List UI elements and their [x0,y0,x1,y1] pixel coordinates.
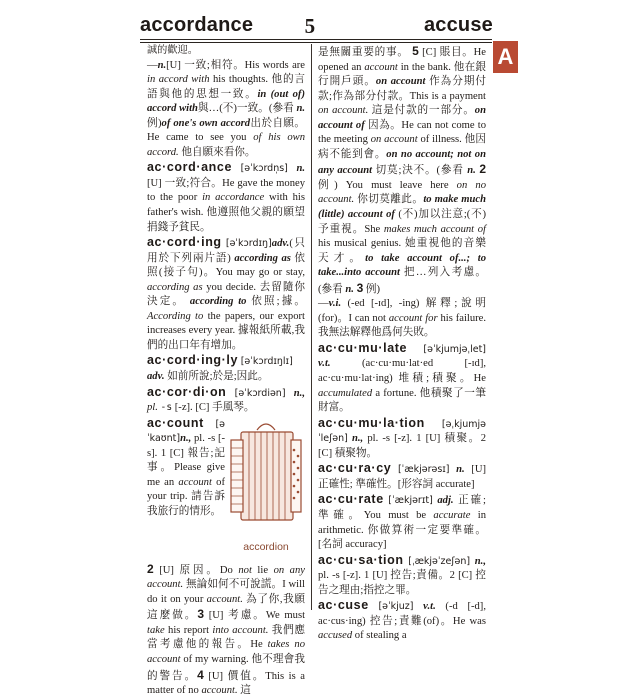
entry-accordingly: ac·cord·ing·ly [əˈkɔrdɪŋlɪ] adv. 如前所說;於是;因此。 [147,353,293,383]
headword[interactable]: ac·cu·sa·tion [318,552,404,567]
illustration-caption: accordion [243,540,289,553]
pronunciation: [ˈækjərəsɪ] [397,464,450,476]
guide-word-left: accordance [140,14,254,36]
entry-accumulate: ac·cu·mu·late [əˈkjumjəˌlet] v.t. (ac·cu·mu·lat·ed [-ɪd], ac·cu·mu·lat·ing) 堆積;積聚。He accumulated a fortune. 他積聚了一筆財富。 [318,340,486,414]
pronunciation: [əˈkɔrdiən] [234,387,286,399]
entry-account-cont-right: 是無關重要的事。 5 [C] 賬目。He opened an account in the bank. 他在銀行開戶頭。on account 作為分期付款;作為部分付款。This is a payment on account. 這是付款的一部分。on account of 因為。He can not come to the meeting on account of illness. 他因病不能到會。on no account; not on any account 切莫;決不。(參看 n. 2 例) You must leave here on no account. 你切莫離此。to make much (little) account of (不)加以注意;(不)予重視。She makes much account of his musical genius. 她重視他的音樂天才。to take account of...; to take...into account 把…列入考慮。(參看 n. 3 例) [318,44,487,295]
headword[interactable]: ac·cu·ra·cy [318,461,392,476]
headword[interactable]: ac·cord·ing [147,235,222,250]
entry-accordion: ac·cor·di·on [əˈkɔrdiən] n., pl. -s [-z]. [C] 手風琴。 [147,384,305,414]
header-rule-top [140,39,492,40]
headword[interactable]: ac·cord·ing·ly [147,353,239,368]
entry-accuse: ac·cuse [əˈkjuz] v.t. (-d [-d], ac·cus·ing) 控告;責難(of)。He was accused of stealing a [318,598,486,642]
pronunciation: [əˌkjumjəˈleʃən] [318,418,486,445]
headword[interactable]: ac·cu·mu·late [318,340,408,355]
entry-accurate: ac·cu·rate [ˈækjərɪt] adj. 正確;準確。You must be accurate in arithmetic. 你做算術一定要準確。[名詞 accuracy] [318,492,487,551]
headword[interactable]: ac·cu·mu·la·tion [318,415,425,430]
accordion-drawing [227,416,305,538]
thumb-index-tab[interactable]: A [493,41,518,73]
headword[interactable]: ac·cor·di·on [147,384,227,399]
pronunciation: [ˌækjəˈzeʃən] [408,555,471,567]
entry-account-continued: 2 [U] 原因。Do not lie on any account. 無論如何不可說謊。I will do it on your account. 為了你,我願這麼做。3 [U] 考慮。We must take his report into account. 我們應當考慮他的報告。He takes no account of my warning. 他不理會我的警告。4 [U] 價值。This is a matter of no account. 這 [147,561,306,697]
entry-account-with-illustration [147,416,305,562]
right-column [318,44,487,642]
entry-according: ac·cord·ing [əˈkɔrdɪŋ]adv.(只用於下列兩片語) according as 依照(接子句)。You may go or stay, according as you decide. 去留隨你決定。 according to 依照;據。According to the papers, our export increases every year. 據報紙所載,我們的出口年有增加。 [147,235,305,351]
entry-accumulation: ac·cu·mu·la·tion [əˌkjumjəˈleʃən] n., pl. -s [-z]. 1 [U] 積聚。2 [C] 積聚物。 [318,415,486,459]
entry-accuracy: ac·cu·ra·cy [ˈækjərəsɪ] n. [U] 正確性; 準確性。[形容詞 accurate] [318,461,487,490]
headword[interactable]: ac·cord·ance [147,160,233,175]
page-number: 5 [304,14,316,38]
pronunciation: [əˈkaʊnt] [147,418,225,445]
pronunciation: [ˈækjərɪt] [388,495,433,507]
accordion-illustration [227,416,305,562]
headword[interactable]: ac·cuse [318,598,369,613]
header-rule-bottom [140,42,492,43]
entry-accordance: ac·cord·ance [əˈkɔrdn̩s] n. [U] 一致;符合。He gave the money to the poor in accordance with his father's wish. 他遵照他父親的願望捐錢予貧民。 [147,160,305,233]
pronunciation: [əˈkɔrdɪŋ] [225,238,272,250]
entry-accusation: ac·cu·sa·tion [ˌækjəˈzeʃən] n., pl. -s [-z]. 1 [U] 控告;責備。2 [C] 控告之理由;指控之罪。 [318,552,486,596]
pronunciation: [əˈkjumjəˌlet] [423,343,486,355]
guide-word-right: accuse [423,14,493,36]
entry-account-verb: —v.i. (-ed [-ɪd], -ing) 解釋;說明(for)。I can not account for his failure. 我無法解釋他爲何失敗。 [318,298,487,339]
pronunciation: [əˈkɔrdɪŋlɪ] [240,356,293,368]
entry-account-start: ac·count [əˈkaʊnt]n., pl. -s [-s]. 1 [C] 報告;記事。Please give me an account of your trip. 請告訴我旅行的情形。 [147,415,225,517]
entry-continuation: 誠的歡迎。 —n.[U] 一致;相符。His words are in accord with his thoughts. 他的言語與他的思想一致。in (out of) accord with與…(不)一致。(參看 n.例)of one's own accord出於自願。He came to see you of his own accord. 他自願來看你。 [147,45,306,158]
column-divider [311,44,312,610]
headword[interactable]: ac·cu·rate [318,492,384,507]
pronunciation: [əˈkɔrdn̩s] [240,163,288,175]
headword[interactable]: ac·count [147,415,204,430]
left-column [147,44,306,697]
pronunciation: [əˈkjuz] [378,601,414,613]
